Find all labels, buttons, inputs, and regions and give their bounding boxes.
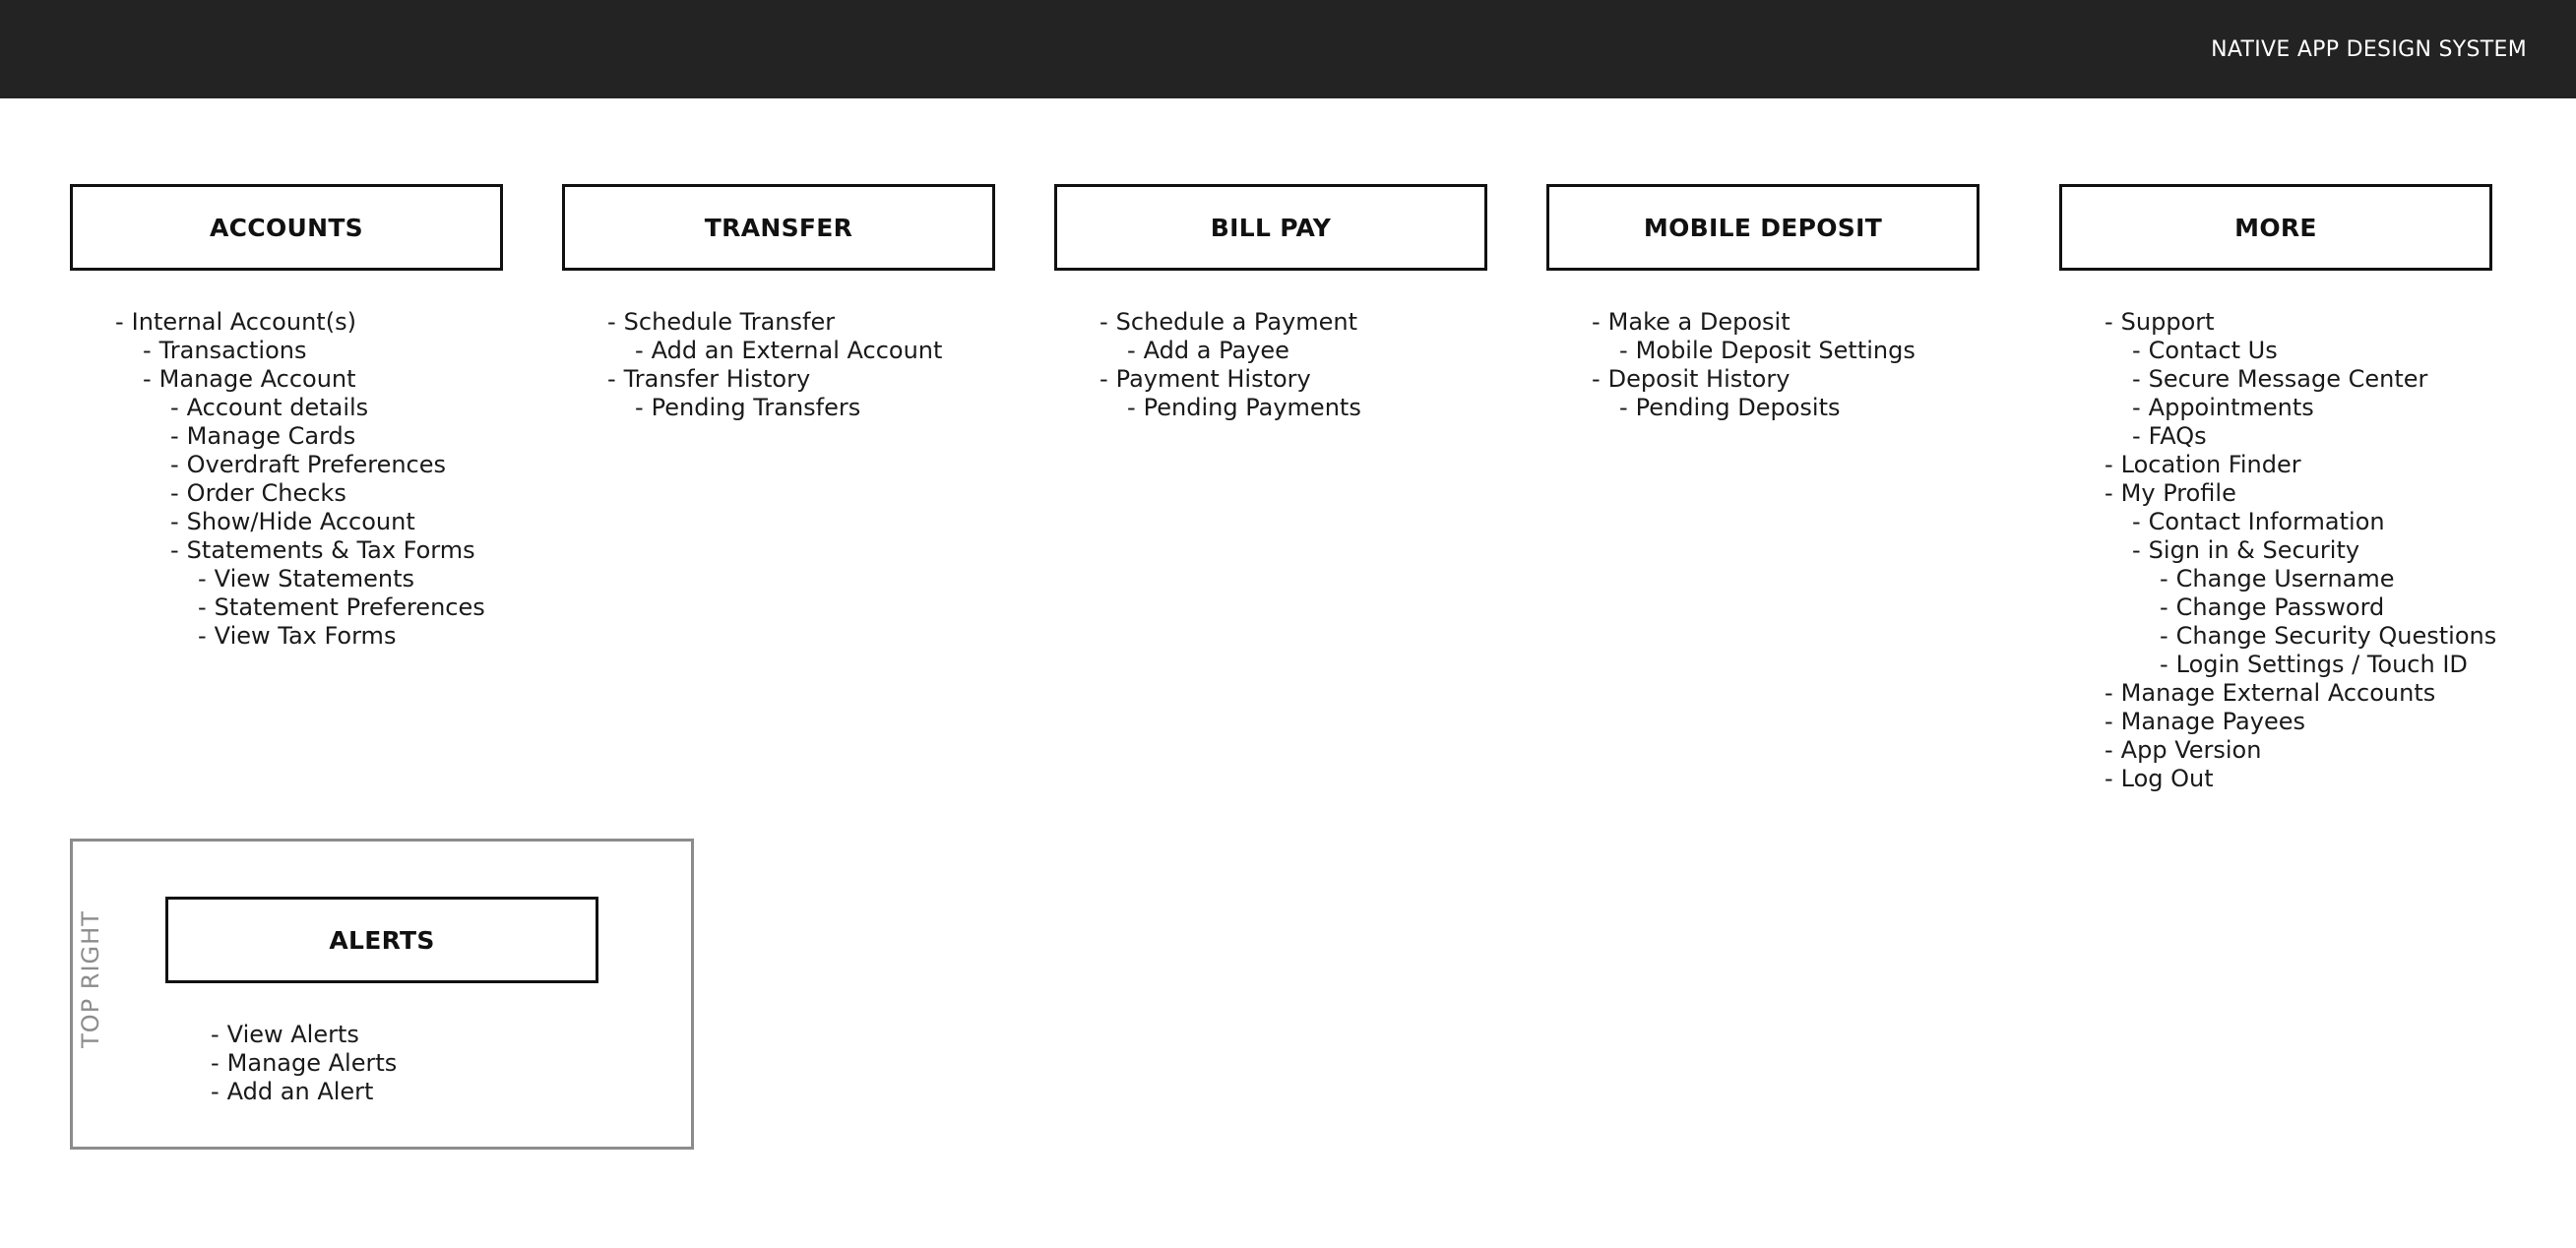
list-item <box>2059 536 2492 565</box>
list-item <box>2059 508 2492 536</box>
list-item-label: Location Finder <box>2120 451 2301 478</box>
bullet-dash: - <box>143 337 152 364</box>
top-right-label: TOP RIGHT <box>77 910 104 1048</box>
bullet-dash: - <box>2105 765 2113 792</box>
section-mobile-deposit <box>1546 184 1979 422</box>
bullet-dash: - <box>170 479 179 507</box>
list-item-label: Pending Deposits <box>1635 394 1841 421</box>
bullet-dash: - <box>1619 337 1628 364</box>
list-item <box>70 422 503 451</box>
list-item <box>2059 451 2492 479</box>
list-item <box>70 622 503 651</box>
bullet-dash: - <box>1100 308 1108 336</box>
list-item <box>1546 308 1979 337</box>
list-item <box>562 308 995 337</box>
list-item <box>562 365 995 394</box>
list-item-label: Sign in & Security <box>2148 536 2360 564</box>
bullet-dash: - <box>1127 337 1136 364</box>
bullet-dash: - <box>198 565 207 593</box>
list-item <box>70 565 503 593</box>
list-item <box>70 365 503 394</box>
bullet-dash: - <box>2132 536 2141 564</box>
section-more <box>2059 184 2497 793</box>
list-item-label: Manage External Accounts <box>2120 679 2436 707</box>
section-bill-pay <box>1054 184 1487 422</box>
bullet-dash: - <box>211 1078 220 1105</box>
bullet-dash: - <box>635 394 644 421</box>
list-item-label: Deposit History <box>1607 365 1791 393</box>
list-item <box>1546 337 1979 365</box>
list-item <box>2059 765 2492 793</box>
list-item <box>2059 565 2492 593</box>
list-item-label: Contact Us <box>2148 337 2278 364</box>
list-item-label: FAQs <box>2148 422 2207 450</box>
list-item-label: View Statements <box>214 565 415 593</box>
bullet-dash: - <box>2105 479 2113 507</box>
section-items-mobile-deposit <box>1546 308 1979 422</box>
bullet-dash: - <box>170 394 179 421</box>
list-item-label: Pending Transfers <box>651 394 861 421</box>
list-item <box>2059 422 2492 451</box>
bullet-dash: - <box>607 308 616 336</box>
list-item <box>2059 365 2492 394</box>
list-item-label: Manage Cards <box>186 422 356 450</box>
bullet-dash: - <box>211 1021 220 1048</box>
bullet-dash: - <box>1592 365 1601 393</box>
section-alerts <box>165 897 598 1106</box>
list-item-label: Appointments <box>2148 394 2314 421</box>
section-title-bill-pay: BILL PAY <box>1054 184 1487 271</box>
list-item-label: Transactions <box>158 337 307 364</box>
bullet-dash: - <box>2132 508 2141 535</box>
bullet-dash: - <box>115 308 124 336</box>
list-item-label: Manage Alerts <box>226 1049 398 1077</box>
list-item-label: Statement Preferences <box>214 593 485 621</box>
list-item <box>2059 593 2492 622</box>
list-item-label: Show/Hide Account <box>186 508 415 535</box>
list-item-label: Manage Payees <box>2120 708 2305 735</box>
bullet-dash: - <box>1127 394 1136 421</box>
list-item <box>165 1049 598 1078</box>
list-item <box>2059 651 2492 679</box>
bullet-dash: - <box>170 508 179 535</box>
list-item-label: Manage Account <box>158 365 356 393</box>
list-item-label: Internal Account(s) <box>131 308 356 336</box>
list-item-label: Account details <box>186 394 369 421</box>
bullet-dash: - <box>2160 622 2168 650</box>
list-item <box>2059 308 2492 337</box>
bullet-dash: - <box>2105 679 2113 707</box>
list-item <box>1054 308 1487 337</box>
bullet-dash: - <box>1619 394 1628 421</box>
bullet-dash: - <box>170 451 179 478</box>
bullet-dash: - <box>1100 365 1108 393</box>
list-item <box>1054 394 1487 422</box>
bullet-dash: - <box>2105 451 2113 478</box>
bullet-dash: - <box>198 593 207 621</box>
bullet-dash: - <box>2132 365 2141 393</box>
list-item-label: Add an Alert <box>226 1078 374 1105</box>
section-transfer <box>562 184 995 422</box>
bullet-dash: - <box>211 1049 220 1077</box>
list-item-label: Mobile Deposit Settings <box>1635 337 1916 364</box>
bullet-dash: - <box>170 536 179 564</box>
list-item <box>1546 365 1979 394</box>
list-item <box>562 394 995 422</box>
bullet-dash: - <box>198 622 207 650</box>
section-title-accounts: ACCOUNTS <box>70 184 503 271</box>
list-item-label: Transfer History <box>623 365 811 393</box>
list-item-label: View Tax Forms <box>214 622 397 650</box>
list-item-label: Order Checks <box>186 479 346 507</box>
section-accounts <box>70 184 503 651</box>
bullet-dash: - <box>635 337 644 364</box>
list-item-label: Schedule Transfer <box>623 308 836 336</box>
list-item-label: Add an External Account <box>651 337 943 364</box>
section-title-transfer: TRANSFER <box>562 184 995 271</box>
section-items-transfer <box>562 308 995 422</box>
bullet-dash: - <box>2132 394 2141 421</box>
list-item-label: My Profile <box>2120 479 2236 507</box>
list-item-label: Payment History <box>1115 365 1311 393</box>
bullet-dash: - <box>2132 422 2141 450</box>
bullet-dash: - <box>2160 565 2168 593</box>
list-item <box>70 451 503 479</box>
list-item <box>562 337 995 365</box>
list-item <box>1546 394 1979 422</box>
bullet-dash: - <box>2105 308 2113 336</box>
list-item <box>2059 394 2492 422</box>
section-title-more: MORE <box>2059 184 2492 271</box>
list-item <box>70 479 503 508</box>
bullet-dash: - <box>2132 337 2141 364</box>
list-item <box>2059 479 2492 508</box>
section-items-accounts <box>70 308 503 651</box>
section-items-alerts <box>165 1021 598 1106</box>
list-item <box>70 508 503 536</box>
list-item <box>165 1021 598 1049</box>
bullet-dash: - <box>2105 736 2113 764</box>
list-item-label: Add a Payee <box>1143 337 1289 364</box>
bullet-dash: - <box>607 365 616 393</box>
list-item-label: Log Out <box>2120 765 2214 792</box>
list-item-label: Login Settings / Touch ID <box>2175 651 2468 678</box>
list-item-label: Change Username <box>2175 565 2395 593</box>
section-title-alerts: ALERTS <box>165 897 598 983</box>
list-item <box>2059 679 2492 708</box>
list-item <box>2059 736 2492 765</box>
bullet-dash: - <box>170 422 179 450</box>
list-item <box>2059 337 2492 365</box>
bullet-dash: - <box>2160 593 2168 621</box>
list-item-label: Contact Information <box>2148 508 2385 535</box>
list-item-label: Change Password <box>2175 593 2385 621</box>
list-item-label: App Version <box>2120 736 2262 764</box>
list-item-label: Make a Deposit <box>1607 308 1791 336</box>
list-item-label: Overdraft Preferences <box>186 451 447 478</box>
list-item-label: Change Security Questions <box>2175 622 2497 650</box>
bullet-dash: - <box>1592 308 1601 336</box>
list-item-label: View Alerts <box>226 1021 359 1048</box>
list-item <box>2059 708 2492 736</box>
list-item <box>1054 337 1487 365</box>
list-item-label: Schedule a Payment <box>1115 308 1357 336</box>
section-title-mobile-deposit: MOBILE DEPOSIT <box>1546 184 1979 271</box>
bullet-dash: - <box>2105 708 2113 735</box>
list-item <box>1054 365 1487 394</box>
top-bar <box>0 0 2576 98</box>
list-item <box>2059 622 2497 651</box>
section-items-more <box>2059 308 2497 793</box>
bullet-dash: - <box>143 365 152 393</box>
section-items-bill-pay <box>1054 308 1487 422</box>
list-item-label: Secure Message Center <box>2148 365 2428 393</box>
header-title: NATIVE APP DESIGN SYSTEM <box>2211 37 2527 62</box>
list-item <box>70 593 503 622</box>
list-item-label: Support <box>2120 308 2215 336</box>
bullet-dash: - <box>2160 651 2168 678</box>
list-item <box>70 394 503 422</box>
list-item <box>70 337 503 365</box>
list-item-label: Statements & Tax Forms <box>186 536 475 564</box>
list-item <box>70 308 503 337</box>
list-item <box>70 536 503 565</box>
list-item-label: Pending Payments <box>1143 394 1361 421</box>
list-item <box>165 1078 598 1106</box>
